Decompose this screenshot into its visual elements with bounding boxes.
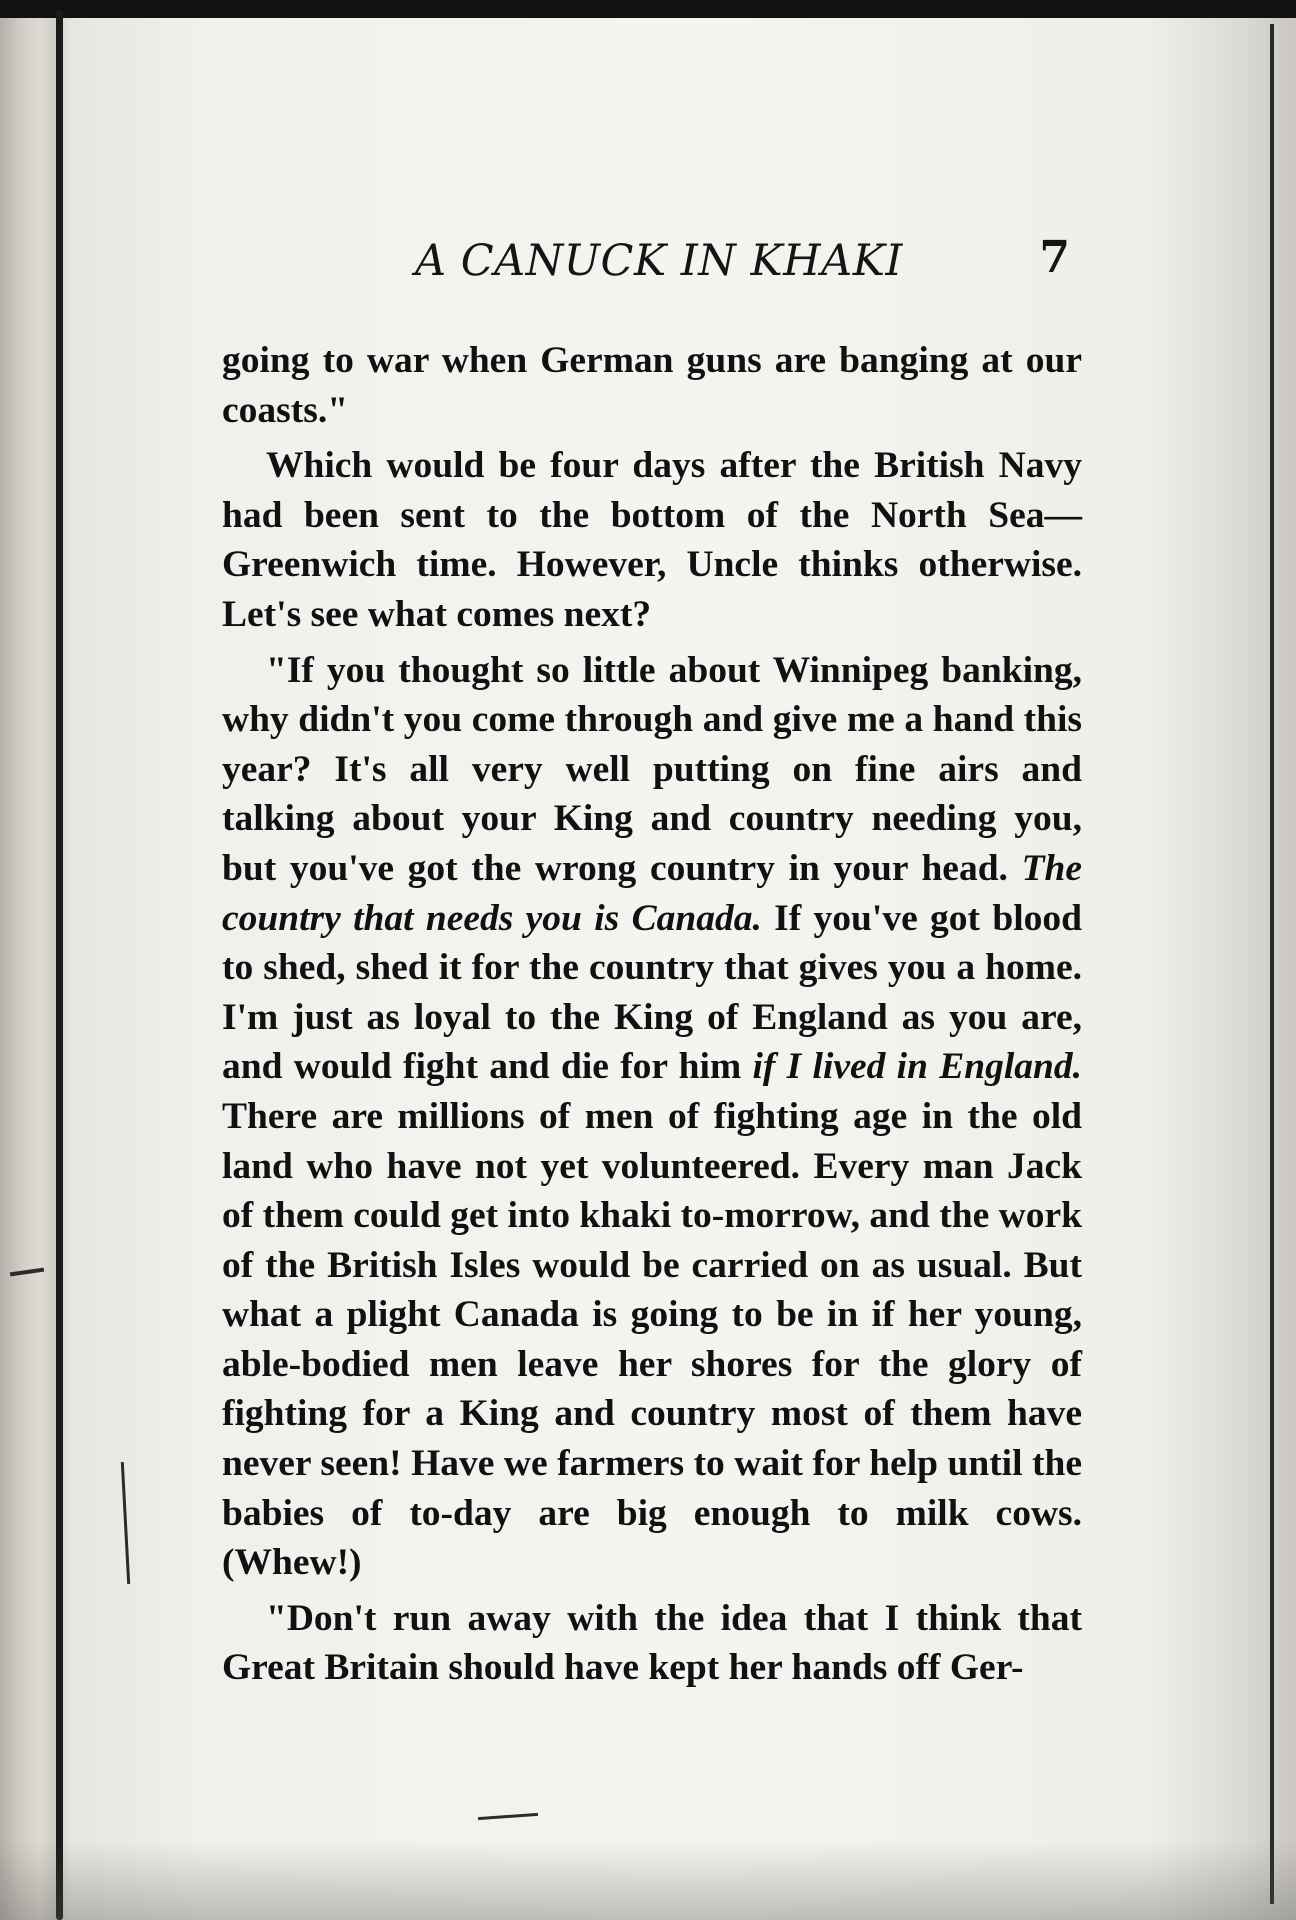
paragraph-3-part-b: If you've got blood to shed, shed it for the country that gives you a home. I'm just as loyal to the King of England as you are, and would fight and die for him xyxy=(222,897,1082,1088)
paragraph-3-italic-2: if I lived in England. xyxy=(752,1046,1082,1088)
scan-bottom-shade xyxy=(0,1840,1296,1920)
margin-pencil-mark xyxy=(121,1462,130,1584)
page-number: 7 xyxy=(1039,232,1070,283)
bottom-ink-mark xyxy=(478,1813,538,1820)
scan-top-border xyxy=(0,0,1296,18)
page-gutter-line xyxy=(56,10,63,1920)
paragraph-3-part-c: There are millions of men of fighting age in the old land who have not yet volunteered. Every man Jack of them could get into khaki to-morrow, and the work of the British Isles would be carried on as usual. But what a plight Canada is going to be in if her young, able-bodied men leave her shores for the glory of fighting for a King and country most of them have never seen! Have we farmers to wait for help until the babies of to-day are big enough to milk cows. (Whew!) xyxy=(222,1095,1082,1584)
paragraph-3-part-a: "If you thought so little about Winnipeg banking, why didn't you come through and give me a hand this year? It's all very well putting on fine airs and talking about your King and country needing you, but you've got the wrong country in your head. xyxy=(222,649,1082,889)
body-text xyxy=(222,336,1082,1699)
page-header xyxy=(220,228,1080,298)
paragraph-2: Which would be four days after the British Navy had been sent to the bottom of the North Sea—Greenwich time. However, Uncle thinks otherwise. Let's see what comes next? xyxy=(222,445,1082,635)
paragraph-4: "Don't run away with the idea that I think that Great Britain should have kept her hands off Ger- xyxy=(222,1597,1082,1689)
running-title: A CANUCK IN KHAKI xyxy=(415,236,903,286)
paragraph-3 xyxy=(222,646,1082,1588)
margin-ink-mark xyxy=(10,1268,44,1277)
paragraph-3-italic-1: The country that needs you is Canada. xyxy=(222,847,1082,939)
paragraph-1: going to war when German guns are banging at our coasts." xyxy=(222,340,1082,431)
page-right-edge xyxy=(1270,24,1274,1904)
